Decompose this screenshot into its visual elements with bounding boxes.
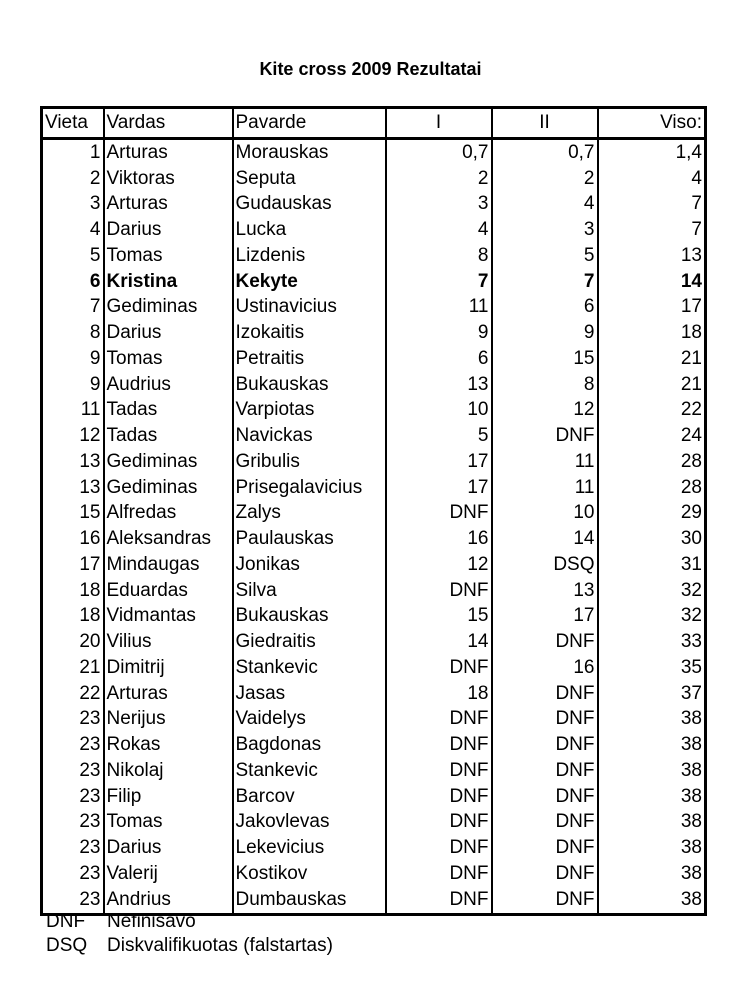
cell-viso: 22 [598,398,706,424]
cell-vieta: 18 [42,604,104,630]
cell-vardas: Tadas [104,423,233,449]
cell-vardas: Nerijus [104,707,233,733]
cell-vardas: Gediminas [104,449,233,475]
table-row [42,501,706,527]
cell-round-1: 11 [386,295,492,321]
cell-pavarde: Izokaitis [233,320,386,346]
cell-round-1: DNF [386,758,492,784]
cell-viso: 13 [598,243,706,269]
table-row [42,629,706,655]
cell-viso: 33 [598,629,706,655]
cell-vardas: Mindaugas [104,552,233,578]
cell-vardas: Nikolaj [104,758,233,784]
table-row [42,423,706,449]
table-row [42,758,706,784]
cell-viso: 38 [598,732,706,758]
table-row [42,372,706,398]
results-body [42,139,706,915]
cell-round-2: DNF [492,835,598,861]
cell-vieta: 9 [42,372,104,398]
cell-round-1: DNF [386,578,492,604]
legend-meaning: Nefinisavo [107,911,196,932]
cell-vardas: Gediminas [104,475,233,501]
cell-vieta: 7 [42,295,104,321]
legend-code: DNF [46,911,86,932]
cell-pavarde: Bagdonas [233,732,386,758]
cell-viso: 21 [598,346,706,372]
cell-viso: 28 [598,475,706,501]
cell-round-1: DNF [386,707,492,733]
cell-round-1: 18 [386,681,492,707]
cell-vardas: Valerij [104,861,233,887]
table-header-row [42,108,706,139]
table-row [42,526,706,552]
cell-vardas: Viktoras [104,166,233,192]
cell-pavarde: Jonikas [233,552,386,578]
results-table [40,106,707,916]
cell-round-2: 8 [492,372,598,398]
cell-pavarde: Kostikov [233,861,386,887]
cell-round-1: 3 [386,192,492,218]
cell-vardas: Arturas [104,192,233,218]
cell-round-2: 7 [492,269,598,295]
cell-pavarde: Lizdenis [233,243,386,269]
cell-round-2: 16 [492,655,598,681]
cell-vardas: Vilius [104,629,233,655]
cell-vardas: Tadas [104,398,233,424]
cell-round-1: 14 [386,629,492,655]
cell-pavarde: Prisegalavicius [233,475,386,501]
cell-pavarde: Kekyte [233,269,386,295]
cell-round-2: 10 [492,501,598,527]
cell-round-1: 7 [386,269,492,295]
cell-vieta: 21 [42,655,104,681]
cell-round-2: DNF [492,629,598,655]
cell-viso: 38 [598,758,706,784]
cell-vieta: 13 [42,475,104,501]
cell-vardas: Darius [104,835,233,861]
legend-item [46,934,333,958]
table-row [42,604,706,630]
column-header-viso: Viso: [598,108,706,139]
cell-pavarde: Bukauskas [233,372,386,398]
table-row [42,552,706,578]
cell-round-1: 10 [386,398,492,424]
cell-vardas: Arturas [104,681,233,707]
cell-vieta: 23 [42,732,104,758]
cell-vieta: 6 [42,269,104,295]
cell-viso: 38 [598,887,706,914]
cell-pavarde: Lucka [233,217,386,243]
cell-viso: 32 [598,604,706,630]
cell-vardas: Filip [104,784,233,810]
cell-round-1: 16 [386,526,492,552]
cell-vieta: 4 [42,217,104,243]
cell-round-2: 6 [492,295,598,321]
cell-round-1: DNF [386,810,492,836]
cell-viso: 7 [598,192,706,218]
cell-round-2: 12 [492,398,598,424]
cell-vieta: 23 [42,810,104,836]
cell-round-1: DNF [386,861,492,887]
cell-vardas: Tomas [104,346,233,372]
cell-vieta: 1 [42,139,104,166]
cell-viso: 14 [598,269,706,295]
cell-round-2: 9 [492,320,598,346]
table-row [42,346,706,372]
cell-pavarde: Gudauskas [233,192,386,218]
cell-round-2: DNF [492,810,598,836]
cell-vieta: 23 [42,835,104,861]
cell-viso: 1,4 [598,139,706,166]
cell-viso: 21 [598,372,706,398]
table-row [42,732,706,758]
table-row [42,192,706,218]
page-title: Kite cross 2009 Rezultatai [259,59,482,79]
cell-viso: 18 [598,320,706,346]
table-row [42,139,706,166]
table-row [42,320,706,346]
cell-vardas: Darius [104,217,233,243]
cell-round-2: DSQ [492,552,598,578]
cell-vieta: 11 [42,398,104,424]
cell-vieta: 23 [42,861,104,887]
table-row [42,295,706,321]
cell-pavarde: Lekevicius [233,835,386,861]
legend-item [46,910,333,934]
cell-viso: 17 [598,295,706,321]
cell-pavarde: Morauskas [233,139,386,166]
cell-vieta: 9 [42,346,104,372]
cell-round-2: 4 [492,192,598,218]
cell-pavarde: Bukauskas [233,604,386,630]
table-row [42,835,706,861]
cell-vieta: 20 [42,629,104,655]
cell-round-1: 13 [386,372,492,398]
cell-round-1: 6 [386,346,492,372]
cell-round-2: 17 [492,604,598,630]
cell-vieta: 8 [42,320,104,346]
cell-pavarde: Dumbauskas [233,887,386,914]
cell-pavarde: Stankevic [233,655,386,681]
cell-round-1: DNF [386,501,492,527]
table-row [42,707,706,733]
cell-vardas: Vidmantas [104,604,233,630]
table-row [42,655,706,681]
cell-viso: 37 [598,681,706,707]
cell-round-1: 12 [386,552,492,578]
cell-vieta: 17 [42,552,104,578]
cell-pavarde: Vaidelys [233,707,386,733]
cell-viso: 28 [598,449,706,475]
cell-viso: 31 [598,552,706,578]
cell-vardas: Gediminas [104,295,233,321]
cell-viso: 38 [598,784,706,810]
cell-round-2: DNF [492,681,598,707]
column-header-vieta: Vieta [42,108,104,139]
cell-pavarde: Gribulis [233,449,386,475]
cell-round-1: 4 [386,217,492,243]
cell-vardas: Audrius [104,372,233,398]
cell-round-2: 5 [492,243,598,269]
cell-vardas: Aleksandras [104,526,233,552]
cell-round-1: 9 [386,320,492,346]
cell-round-2: DNF [492,758,598,784]
cell-round-2: DNF [492,887,598,914]
table-row [42,243,706,269]
table-row [42,681,706,707]
cell-viso: 35 [598,655,706,681]
cell-viso: 38 [598,861,706,887]
cell-vieta: 23 [42,887,104,914]
legend-meaning: Diskvalifikuotas (falstartas) [107,935,333,956]
cell-vardas: Eduardas [104,578,233,604]
cell-round-2: DNF [492,423,598,449]
legend [46,910,333,958]
cell-vieta: 5 [42,243,104,269]
cell-vieta: 3 [42,192,104,218]
cell-pavarde: Barcov [233,784,386,810]
cell-viso: 24 [598,423,706,449]
cell-round-2: 13 [492,578,598,604]
cell-round-1: DNF [386,732,492,758]
cell-vardas: Alfredas [104,501,233,527]
table-row [42,578,706,604]
cell-round-2: 14 [492,526,598,552]
cell-vieta: 13 [42,449,104,475]
column-header-vardas: Vardas [104,108,233,139]
cell-vieta: 15 [42,501,104,527]
cell-pavarde: Giedraitis [233,629,386,655]
table-row [42,449,706,475]
cell-round-2: 11 [492,475,598,501]
cell-viso: 29 [598,501,706,527]
cell-round-1: DNF [386,655,492,681]
cell-round-1: 2 [386,166,492,192]
cell-pavarde: Zalys [233,501,386,527]
cell-round-1: 17 [386,449,492,475]
cell-pavarde: Jasas [233,681,386,707]
cell-round-1: 0,7 [386,139,492,166]
cell-vieta: 12 [42,423,104,449]
cell-vardas: Dimitrij [104,655,233,681]
cell-pavarde: Varpiotas [233,398,386,424]
cell-round-1: 8 [386,243,492,269]
cell-vieta: 23 [42,707,104,733]
cell-round-2: DNF [492,707,598,733]
cell-vardas: Kristina [104,269,233,295]
cell-pavarde: Seputa [233,166,386,192]
cell-pavarde: Ustinavicius [233,295,386,321]
table-row [42,217,706,243]
cell-round-2: 3 [492,217,598,243]
cell-round-1: 5 [386,423,492,449]
cell-round-2: DNF [492,784,598,810]
cell-round-1: 15 [386,604,492,630]
cell-viso: 30 [598,526,706,552]
cell-pavarde: Silva [233,578,386,604]
table-row [42,398,706,424]
column-header-pavarde: Pavarde [233,108,386,139]
cell-vardas: Tomas [104,243,233,269]
cell-viso: 38 [598,810,706,836]
cell-round-1: DNF [386,784,492,810]
cell-pavarde: Petraitis [233,346,386,372]
cell-vieta: 18 [42,578,104,604]
cell-vieta: 23 [42,758,104,784]
cell-viso: 38 [598,707,706,733]
cell-vardas: Arturas [104,139,233,166]
cell-round-2: 0,7 [492,139,598,166]
cell-pavarde: Stankevic [233,758,386,784]
table-row [42,861,706,887]
cell-vieta: 22 [42,681,104,707]
cell-round-2: DNF [492,861,598,887]
table-row [42,475,706,501]
cell-round-2: 15 [492,346,598,372]
cell-round-1: DNF [386,887,492,914]
cell-pavarde: Navickas [233,423,386,449]
cell-vardas: Darius [104,320,233,346]
cell-viso: 38 [598,835,706,861]
cell-round-1: DNF [386,835,492,861]
cell-vardas: Rokas [104,732,233,758]
cell-pavarde: Paulauskas [233,526,386,552]
cell-vieta: 2 [42,166,104,192]
cell-vieta: 23 [42,784,104,810]
cell-vardas: Andrius [104,887,233,914]
cell-viso: 4 [598,166,706,192]
table-row [42,269,706,295]
cell-round-2: 2 [492,166,598,192]
cell-round-2: 11 [492,449,598,475]
table-row [42,784,706,810]
cell-vardas: Tomas [104,810,233,836]
cell-round-2: DNF [492,732,598,758]
column-header-round-1: I [386,108,492,139]
cell-round-1: 17 [386,475,492,501]
column-header-round-2: II [492,108,598,139]
cell-vieta: 16 [42,526,104,552]
cell-viso: 7 [598,217,706,243]
legend-code: DSQ [46,935,88,956]
cell-pavarde: Jakovlevas [233,810,386,836]
table-row [42,810,706,836]
table-row [42,166,706,192]
cell-viso: 32 [598,578,706,604]
